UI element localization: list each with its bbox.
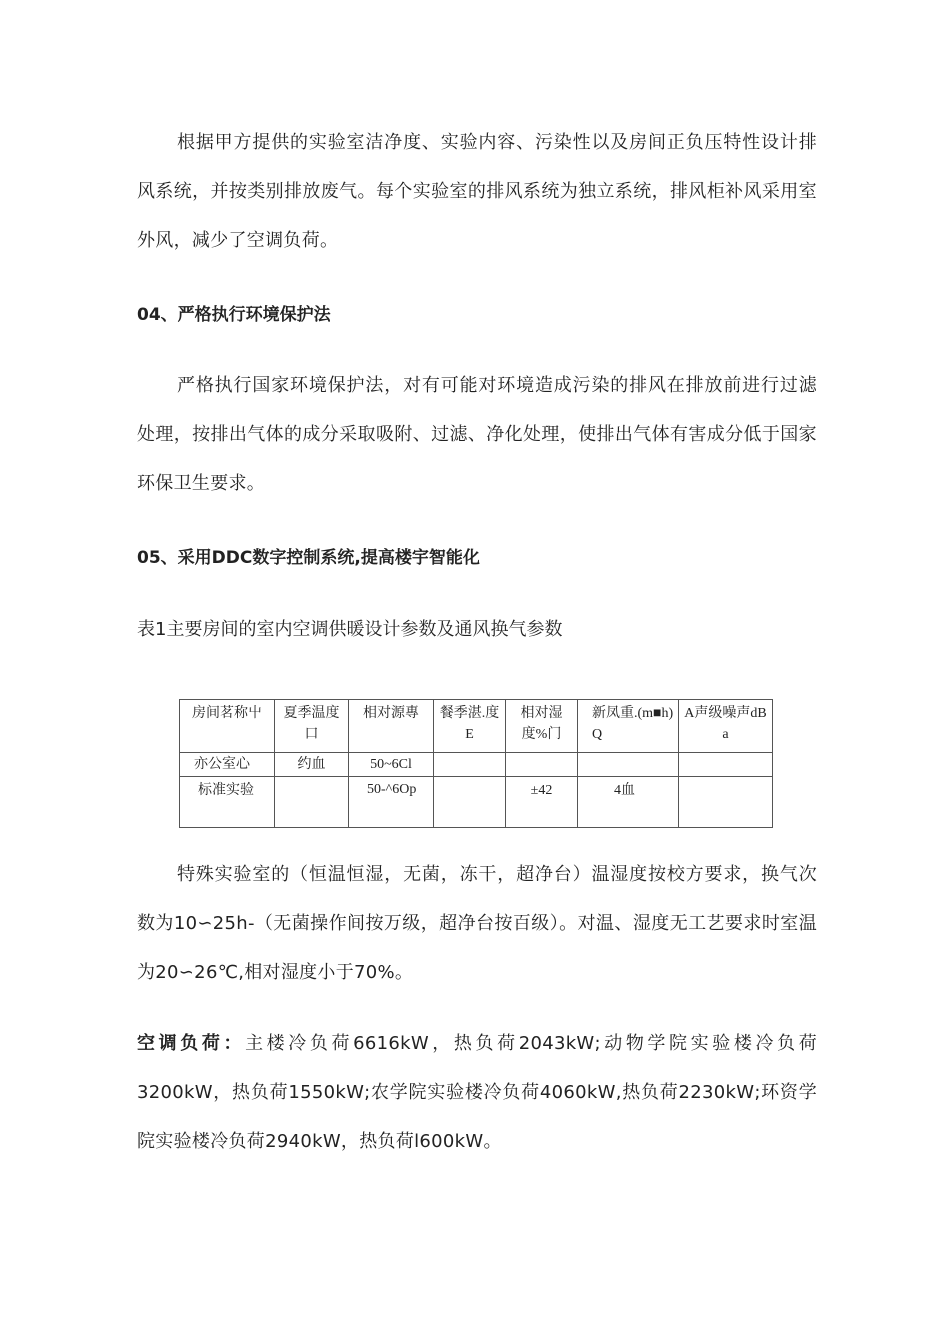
section-heading-04: 04、严格执行环境保护法 (137, 305, 331, 325)
header-fresh-air: 新凤重.(m■h)Q (578, 700, 679, 753)
header-summer-temp: 夏季温度口 (275, 700, 349, 753)
cell-noise (679, 777, 773, 828)
header-noise: A声级噪声dBa (679, 700, 773, 753)
cell-room: 亦公室心 (180, 753, 275, 777)
hvac-load-text: 主楼冷负荷6616kW，热负荷2043kW;动物学院实验楼冷负荷3200kW，热负荷1550kW;农学院实验楼冷负荷4060kW,热负荷2230kW;环资学院实验楼冷负荷2940kW，热负荷l600kW。 (137, 1033, 817, 1152)
table-row (180, 753, 773, 777)
section-heading-05: 05、采用DDC数字控制系统,提高楼宇智能化 (137, 548, 480, 568)
cell-winter-temp (434, 753, 506, 777)
table-caption: 表1主要房间的室内空调供暖设计参数及通风换气参数 (137, 619, 563, 640)
header-relative-humidity: 相对源專 (349, 700, 434, 753)
cell-winter-humidity (506, 753, 578, 777)
intro-paragraph: 根据甲方提供的实验室洁净度、实验内容、污染性以及房间正负压特性设计排风系统，并按类别排放废气。每个实验室的排风系统为独立系统，排风柜补风采用室外风，减少了空调负荷。 (137, 132, 817, 251)
cell-relative-humidity: 50-^6Op (349, 777, 434, 828)
cell-fresh-air (578, 753, 679, 777)
cell-relative-humidity: 50~6Cl (349, 753, 434, 777)
header-room-name: 房间茗称屮 (180, 700, 275, 753)
cell-summer-temp: 约血 (275, 753, 349, 777)
header-winter-humidity: 相对湿度%门 (506, 700, 578, 753)
cell-fresh-air: 4血 (578, 777, 679, 828)
header-winter-temp: 餐季湛.度E (434, 700, 506, 753)
hvac-load-paragraph (137, 1019, 817, 1166)
special-lab-paragraph: 特殊实验室的（恒温恒湿，无菌，冻干，超净台）温湿度按校方要求，换气次数为10∽25h-（无菌操作间按万级，超净台按百级）。对温、湿度无工艺要求时室温为20∽26℃,相对湿度小于70%。 (137, 864, 817, 983)
parameters-table (179, 699, 773, 828)
cell-winter-humidity: ±42 (506, 777, 578, 828)
table-header-row (180, 700, 773, 753)
cell-winter-temp (434, 777, 506, 828)
hvac-load-label: 空调负荷： (137, 1033, 246, 1054)
cell-summer-temp (275, 777, 349, 828)
cell-room: 标准实验 (180, 777, 275, 828)
environment-paragraph: 严格执行国家环境保护法，对有可能对环境造成污染的排风在排放前进行过滤处理，按排出气体的成分采取吸附、过滤、净化处理，使排出气体有害成分低于国家环保卫生要求。 (137, 375, 817, 494)
cell-noise (679, 753, 773, 777)
table-row (180, 777, 773, 828)
